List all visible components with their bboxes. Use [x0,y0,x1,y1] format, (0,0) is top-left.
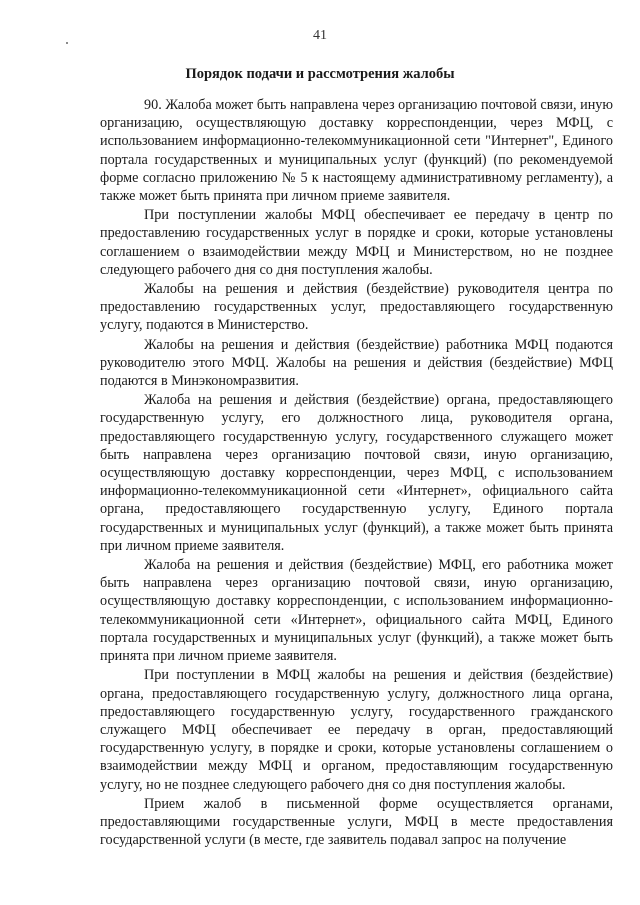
paragraph-2: При поступлении жалобы МФЦ обеспечивает ее передачу в центр по предоставлению государственных услуг в порядке и сроки, которые установлены соглашением о взаимодействии между МФЦ и Министерством, но не позднее следующего рабочего дня со дня поступления жалобы. [100,207,613,278]
paragraph-6: Жалоба на решения и действия (бездействие) МФЦ, его работника может быть направлена через организацию почтовой связи, иную организацию, осуществляющую доставку корреспонденции, с использованием информационно-телекоммуникационной сети «Интернет», официального сайта МФЦ, Единого портала государственных и муниципальных услуг (функций), а также может быть принята при личном приеме заявителя. [100,557,613,665]
body-text [100,96,613,850]
paragraph-7: При поступлении в МФЦ жалобы на решения и действия (бездействие) органа, предоставляющего государственную услугу, должностного лица органа, предоставляющего государственную услугу, государственного гражданского служащего МФЦ обеспечивает ее передачу в орган, предоставляющий государственную услугу, в порядке и сроки, которые установлены соглашением о взаимодействии между МФЦ и органом, предоставляющим государственную услугу, но не позднее следующего рабочего дня со дня поступления жалобы. [100,667,613,793]
paragraph-8: Прием жалоб в письменной форме осуществляется органами, предоставляющими государственные услуги, МФЦ в месте предоставления государственной услуги (в месте, где заявитель подавал запрос на получение [100,795,613,849]
section-heading: Порядок подачи и рассмотрения жалобы [185,66,455,82]
paragraph-4: Жалобы на решения и действия (бездействие) работника МФЦ подаются руководителю этого МФЦ. Жалобы на решения и действия (бездействие) МФЦ подаются в Минэкономразвития. [100,336,613,390]
paragraph-3: Жалобы на решения и действия (бездействие) руководителя центра по предоставлению государственных услуг, предоставляющего государственную услугу, подаются в Министерство. [100,281,613,334]
scan-speck [66,42,68,44]
paragraph-5: Жалоба на решения и действия (бездействие) органа, предоставляющего государственную услугу, его должностного лица, руководителя органа, предоставляющего государственную услугу, государственного служащего может быть направлена через организацию почтовой связи, иную организацию, осуществляющую доставку корреспонденции, через МФЦ, с использованием информационно-телекоммуникационной сети «Интернет», официального сайта органа, предоставляющего государственную услугу, Единого портала государственных и муниципальных услуг (функций), а также может быть принята при личном приеме заявителя. [100,392,613,554]
paragraph-1: 90. Жалоба может быть направлена через организацию почтовой связи, иную организацию, осуществляющую доставку корреспонденции, через МФЦ, с использованием информационно-телекоммуникационной сети "Интернет", Единого портала государственных и муниципальных услуг (функций) (по рекомендуемой форме согласно приложению № 5 к настоящему административному регламенту), а также может быть принята при личном приеме заявителя. [100,97,613,205]
page-number: 41 [313,28,327,43]
